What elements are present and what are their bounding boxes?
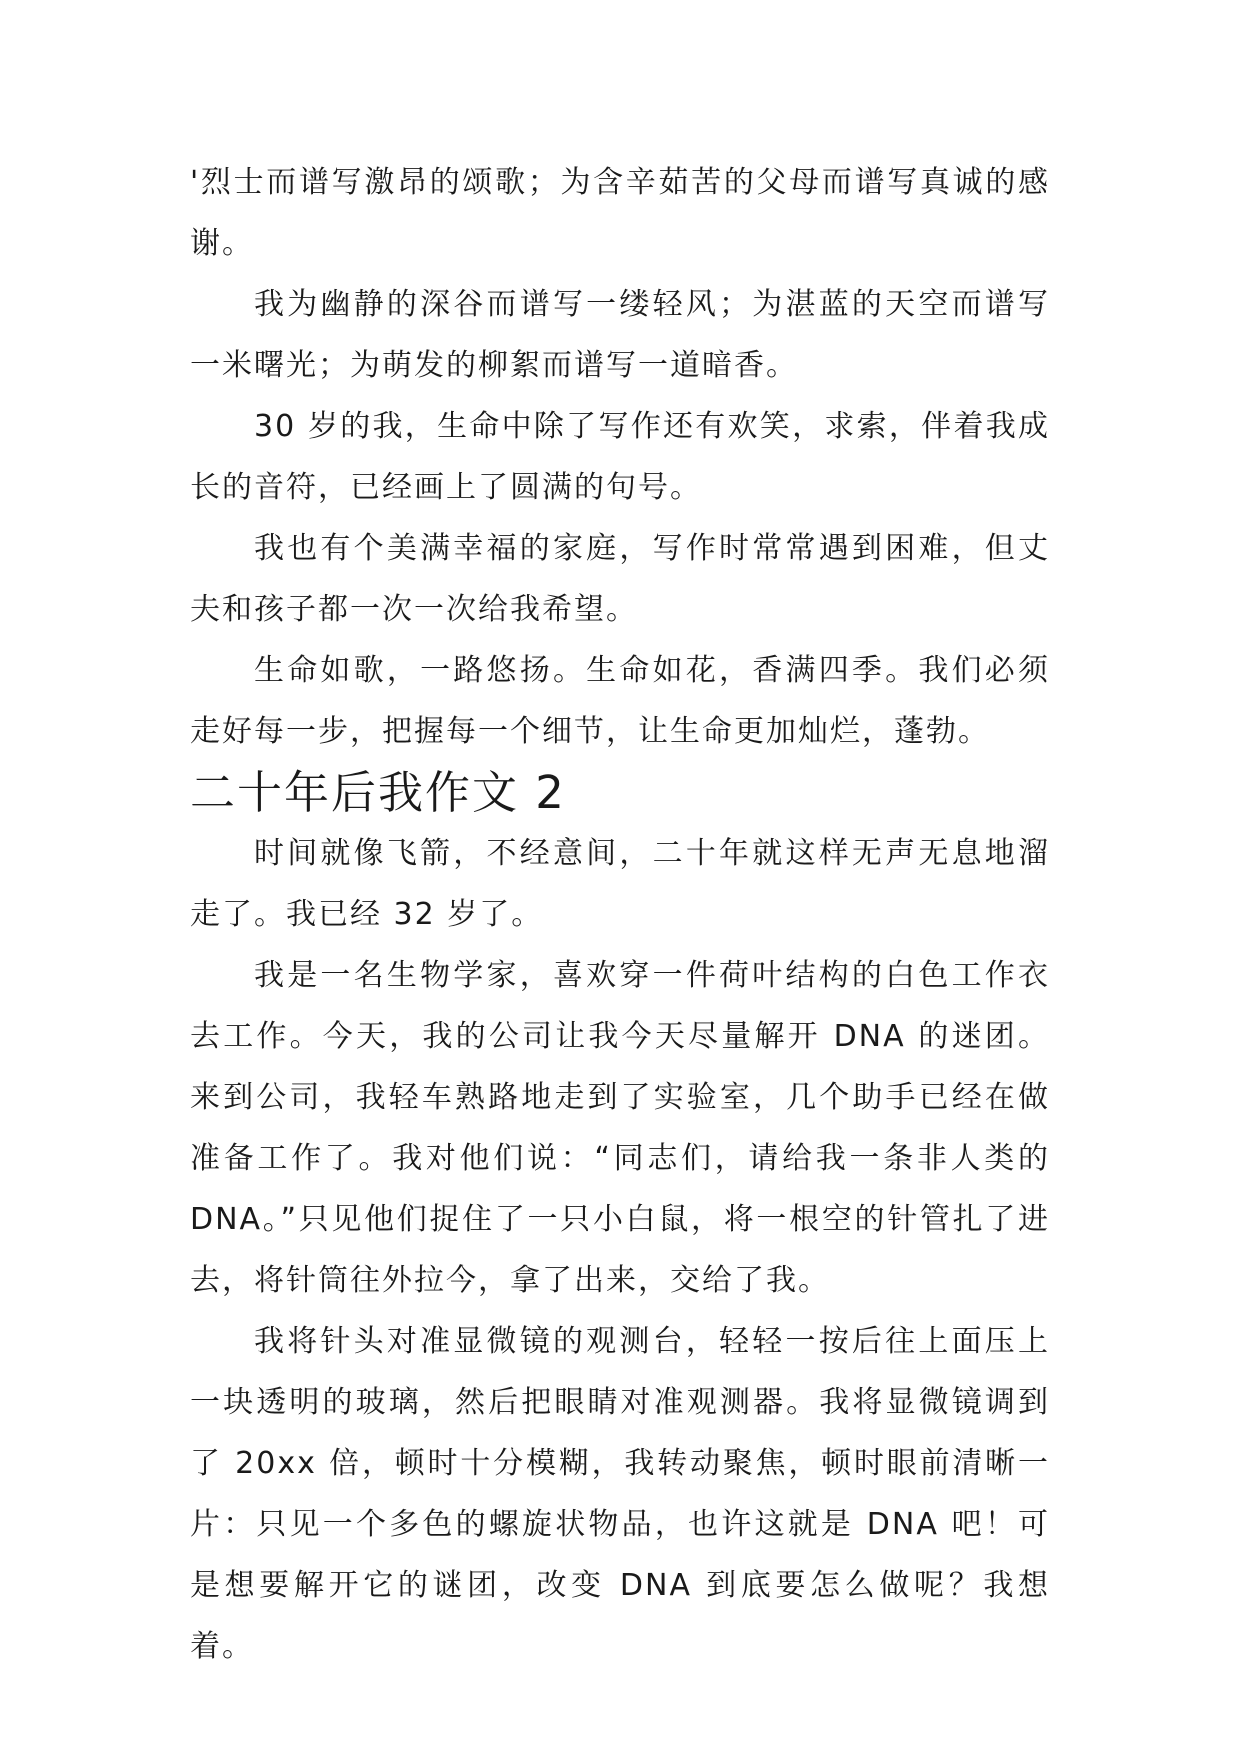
paragraph-7: 我是一名生物学家，喜欢穿一件荷叶结构的白色工作衣去工作。今天，我的公司让我今天尽量解开 DNA 的迷团。来到公司，我轻车熟路地走到了实验室，几个助手已经在做准备工作了。我对他们说：“同志们，请给我一条非人类的 DNA。”只见他们捉住了一只小白鼠，将一根空的针管扎了进去，将针筒往外拉今，拿了出来，交给了我。: [190, 958, 1050, 1298]
paragraph-4: 我也有个美满幸福的家庭，写作时常常遇到困难，但丈夫和孩子都一次一次给我希望。: [190, 531, 1050, 627]
document-body: [190, 152, 1050, 1677]
section-heading: 二十年后我作文 2: [190, 766, 566, 819]
paragraph-5: 生命如歌，一路悠扬。生命如花，香满四季。我们必须走好每一步，把握每一个细节，让生命更加灿烂，蓬勃。: [190, 653, 1050, 749]
paragraph-3: 30 岁的我，生命中除了写作还有欢笑，求索，伴着我成长的音符，已经画上了圆满的句号。: [190, 409, 1050, 505]
paragraph-8: 我将针头对准显微镜的观测台，轻轻一按后往上面压上一块透明的玻璃，然后把眼睛对准观测器。我将显微镜调到了 20xx 倍，顿时十分模糊，我转动聚焦，顿时眼前清晰一片：只见一个多色的螺旋状物品，也许这就是 DNA 吧！可是想要解开它的谜团，改变 DNA 到底要怎么做呢？我想着。: [190, 1324, 1050, 1664]
paragraph-1: '烈士而谱写激昂的颂歌；为含辛茹苦的父母而谱写真诚的感谢。: [190, 165, 1050, 261]
paragraph-2: 我为幽静的深谷而谱写一缕轻风；为湛蓝的天空而谱写一米曙光；为萌发的柳絮而谱写一道暗香。: [190, 287, 1050, 383]
paragraph-6: 时间就像飞箭，不经意间，二十年就这样无声无息地溜走了。我已经 32 岁了。: [190, 836, 1050, 932]
